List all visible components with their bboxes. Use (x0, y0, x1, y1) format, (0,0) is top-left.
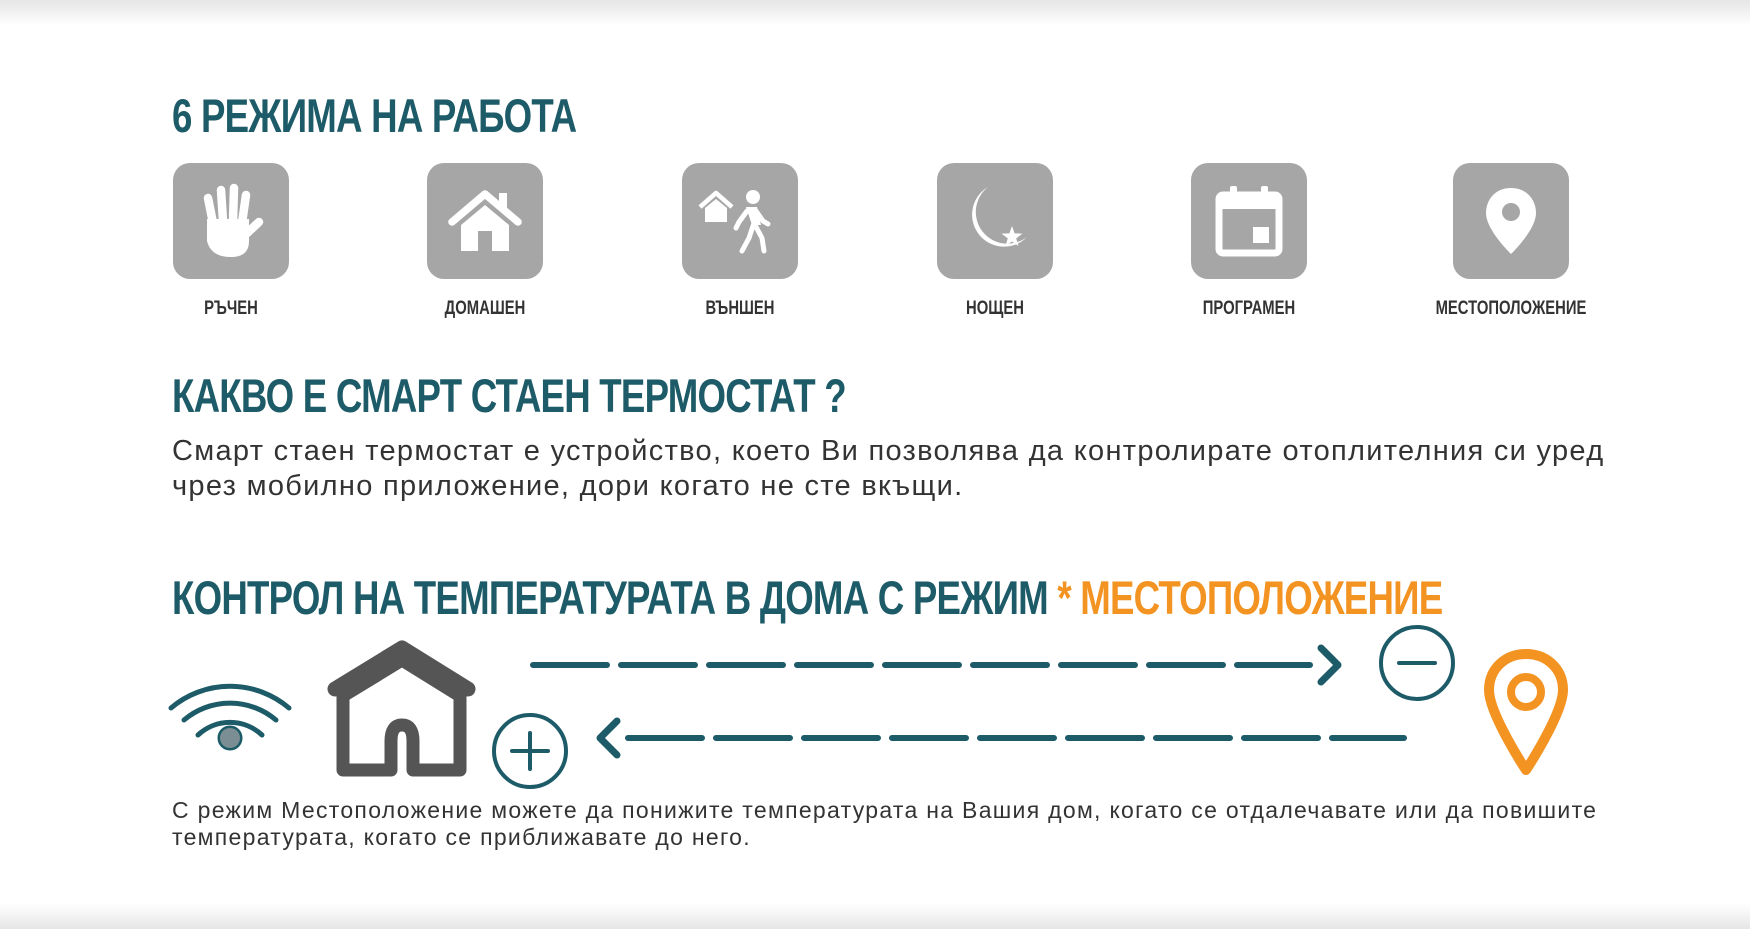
title-accent: * МЕСТОПОЛОЖЕНИЕ (1057, 571, 1443, 624)
minus-circle-icon (1381, 627, 1453, 699)
description-line: Смарт стаен термостат е устройство, което Ви позволява да контролирате отоплителния си уред (172, 435, 1605, 467)
what-is-title: КАКВО Е СМАРТ СТАЕН ТЕРМОСТАТ ? (172, 369, 846, 422)
location-description (172, 797, 1597, 851)
house-icon (335, 648, 468, 770)
arrow-left-icon (600, 721, 1404, 755)
mode-label: ВЪНШЕН (705, 298, 775, 319)
arrow-right-icon (533, 648, 1338, 682)
description-line: температурата, когато се приближавате до него. (172, 824, 751, 850)
mode-label: РЪЧЕН (204, 298, 258, 319)
description-line: С режим Местоположение можете да понижите температурата на Вашия дом, когато се отдалечавате или да повишите (172, 797, 1598, 823)
mode-label: ДОМАШЕН (444, 298, 526, 319)
mode-label: НОЩЕН (966, 298, 1024, 319)
title-main: КОНТРОЛ НА ТЕМПЕРАТУРАТА В ДОМА С РЕЖИМ (172, 571, 1048, 624)
plus-circle-icon (494, 715, 566, 787)
mode-label: МЕСТОПОЛОЖЕНИЕ (1435, 298, 1587, 319)
location-pin-icon (1489, 654, 1563, 770)
description-line: чрез мобилно приложение, дори когато не сте вкъщи. (172, 470, 964, 502)
mode-label: ПРОГРАМЕН (1202, 298, 1296, 319)
wifi-dot (220, 728, 240, 748)
modes-title: 6 РЕЖИМА НА РАБОТА (172, 89, 577, 142)
